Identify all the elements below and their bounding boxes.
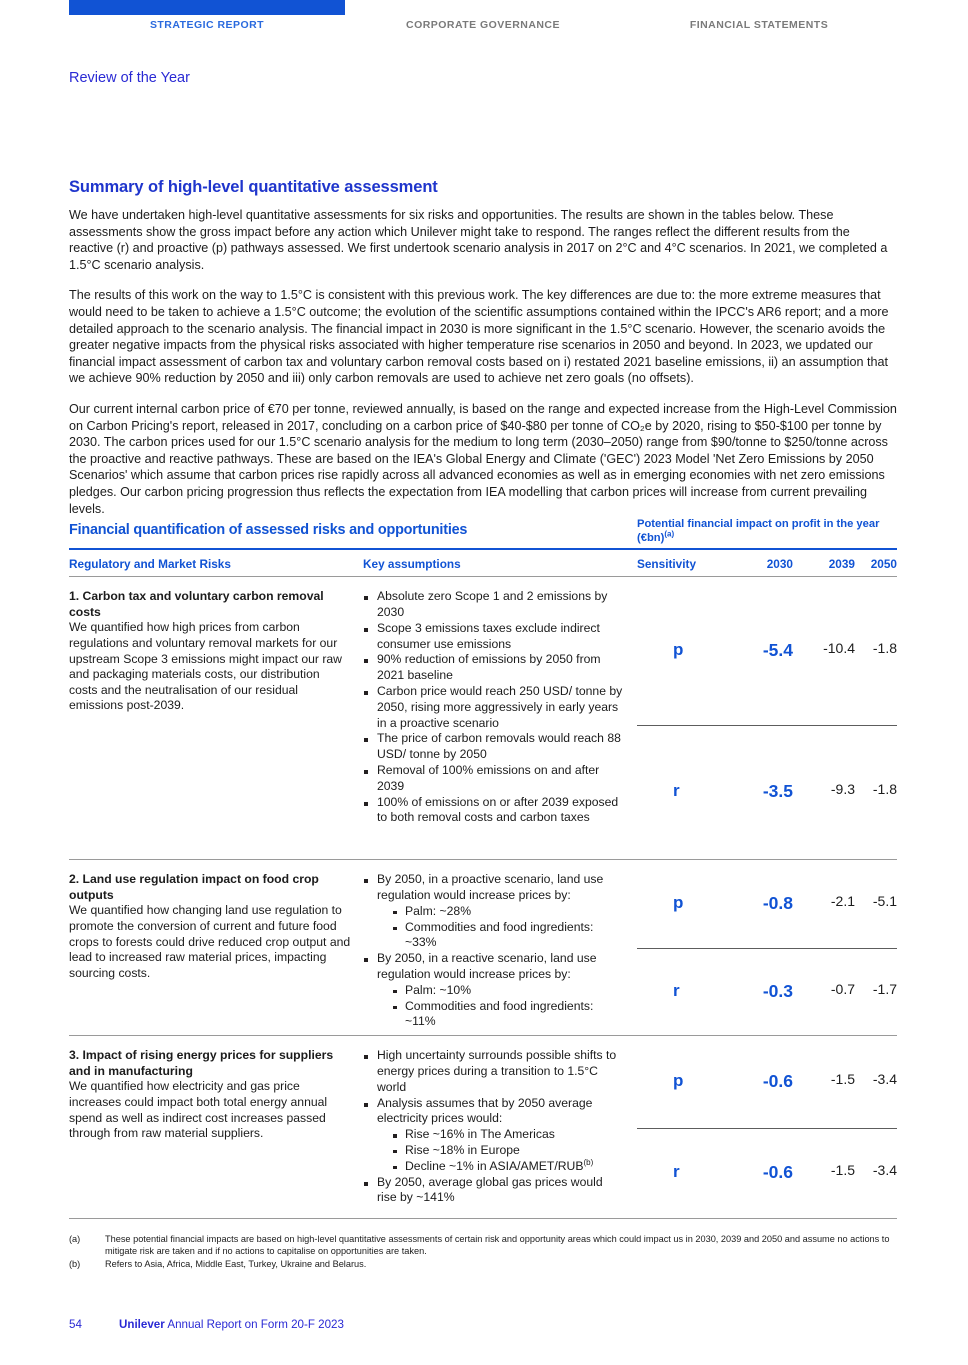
assumption-subitem: Palm: ~10% <box>391 983 625 999</box>
table-title: Financial quantification of assessed risks and opportunities <box>69 522 468 538</box>
risk-title: 3. Impact of rising energy prices for suppliers and in manufacturing <box>69 1048 334 1078</box>
impact-2050: -1.8 <box>872 640 897 657</box>
impact-2030: -0.3 <box>762 980 793 1001</box>
impact-2030: -5.4 <box>762 640 793 661</box>
impact-2039: -9.3 <box>830 781 855 798</box>
impact-2050: -5.1 <box>872 893 897 910</box>
impact-2039: -1.5 <box>830 1162 855 1179</box>
key-assumptions-cell <box>363 589 625 826</box>
sensitivity-pathway: r <box>673 781 680 801</box>
risk-description-cell <box>69 1048 351 1142</box>
footnote-ref-a: (a) <box>664 528 675 538</box>
document-title: Annual Report on Form 20-F 2023 <box>164 1318 344 1331</box>
assumption-item <box>363 1096 625 1175</box>
impact-2039: -10.4 <box>823 640 855 657</box>
impact-2039: -1.5 <box>830 1071 855 1088</box>
sensitivity-divider <box>637 948 897 949</box>
assumption-text: High uncertainty surrounds possible shifts to energy prices during a transition to 1.5°C world <box>377 1048 617 1094</box>
sensitivity-divider <box>637 725 897 726</box>
risk-description-cell <box>69 872 351 981</box>
assumption-text: 90% reduction of emissions by 2050 from 2021 baseline <box>377 652 601 683</box>
nav-tab-financial-statements[interactable] <box>621 0 897 31</box>
impact-column-group-header <box>637 518 897 545</box>
intro-paragraph-3: Our current internal carbon price of €70 per tonne, reviewed annually, is based on the range and expected increase from the High-Level Commission on Carbon Pricing's report, released in 2017, concluding on a carbon price of $40-$80 per tonne of CO₂e by 2020, rising to $50-$100 per tonne by 2030. The carbon prices used for our 1.5°C scenario analysis for the medium to long term (2030–2050) range from $90/tonne to $250/tonne across the proactive and reactive pathways. These are based on the IEA's Global Energy and Climate ('GEC') 2023 Model 'Net Zero Emissions by 2050 Scenarios' which assume that carbon prices rise rapidly across all advanced economies as well as in emerging economies with net zero emissions pledges. Our carbon pricing progression thus reflects the expectation from IEA modelling that carbon prices will increase from current prevailing levels. <box>69 401 897 516</box>
col-header-2050: 2050 <box>870 557 897 572</box>
intro-paragraph-2: The results of this work on the way to 1.5°C is consistent with this previous work. The key differences are due to: the more extreme measures that would need to be taken to achieve a 1.5°C outcome; the evolution of the scientific assumptions contained within the IPCC's AR6 report; and a more detailed approach to the scenario analysis. The financial impact in 2030 is more significant in the 1.5°C scenario. However, the scenario avoids the greater negative impacts from the physical risks associated with higher temperature rise scenarios in 2050 and beyond. In 2023, we updated our financial impact assessment of carbon tax and voluntary carbon removal costs based on i) restated 2021 baseline emissions, ii) an assumption that we achieve 90% reduction by 2050 and iii) only carbon removals are used to achieve net zero goals (no offsets). <box>69 288 889 386</box>
sensitivity-pathway: r <box>673 1162 680 1182</box>
impact-2030: -0.6 <box>762 1071 793 1092</box>
impact-2050: -1.8 <box>872 781 897 798</box>
risk-title: 2. Land use regulation impact on food crop outputs <box>69 872 319 902</box>
sensitivity-subrow <box>637 860 897 948</box>
assumption-text: By 2050, average global gas prices would rise by ~141% <box>377 1174 603 1205</box>
assumption-item <box>363 621 625 653</box>
sensitivity-pathway: p <box>673 640 684 660</box>
col-header-2039: 2039 <box>828 557 855 572</box>
assumption-subtext: Decline ~1% in ASIA/AMET/RUB <box>405 1158 584 1173</box>
nav-tab-strategic-report[interactable] <box>69 0 345 31</box>
assumption-item <box>363 951 625 1030</box>
assumption-subitem: Rise ~16% in The Americas <box>391 1127 625 1143</box>
sensitivity-pathway: p <box>673 1071 684 1091</box>
assumption-text: The price of carbon removals would reach 88 USD/ tonne by 2050 <box>377 731 621 762</box>
assumption-text: Absolute zero Scope 1 and 2 emissions by 2030 <box>377 589 608 619</box>
assumption-item <box>363 872 625 951</box>
row-divider <box>69 1218 897 1219</box>
assumption-text: By 2050, in a reactive scenario, land use regulation would increase prices by: <box>377 951 597 981</box>
running-head: Review of the Year <box>69 70 190 86</box>
nav-tab-label: CORPORATE GOVERNANCE <box>406 19 560 31</box>
assumption-subitem: Commodities and food ingredients: ~11% <box>391 999 625 1031</box>
impact-2039: -0.7 <box>830 980 855 997</box>
table-row <box>69 1036 897 1218</box>
risk-description-cell <box>69 589 351 714</box>
inactive-tab-indicator <box>345 0 621 15</box>
assumption-text: Analysis assumes that by 2050 average electricity prices would: <box>377 1095 593 1126</box>
impact-2050: -1.7 <box>872 980 897 997</box>
intro-paragraph-1: We have undertaken high-level quantitative assessments for six risks and opportunities. The results are shown in the tables below. These assessments show the gross impact before any action which Unilever might take to respond. The ranges reflect the different results from the reactive (r) and proactive (p) pathways assessed. We first undertook scenario analysis in 2017 on 2°C and 4°C scenarios. In 2021, we completed a 1.5°C scenario analysis. <box>69 208 888 272</box>
risk-body: We quantified how changing land use regulation to promote the conversion of current and future food crops to forests could drive reduced crop output and lead to increased raw material prices, impacting sourcing costs. <box>69 903 351 980</box>
assumption-text: Carbon price would reach 250 USD/ tonne by 2050, rising more aggressively in early years in a proactive scenario <box>377 683 623 730</box>
assumption-item <box>363 684 625 731</box>
risk-body: We quantified how electricity and gas price increases could impact both total energy annual spend as well as indirect cost increases passed through from raw material suppliers. <box>69 1079 328 1141</box>
footnote-marker: (b) <box>69 1258 81 1269</box>
page-footer <box>69 1318 344 1331</box>
footnote-ref-b: (b) <box>583 1157 594 1167</box>
table-row <box>69 577 897 859</box>
assumption-subitem <box>391 1159 625 1175</box>
risk-title: 1. Carbon tax and voluntary carbon removal costs <box>69 589 324 619</box>
table-column-headers <box>69 550 897 576</box>
sensitivity-pathway: r <box>673 980 680 1000</box>
footnote-text: Refers to Asia, Africa, Middle East, Turkey, Ukraine and Belarus. <box>105 1258 367 1269</box>
impact-2030: -0.6 <box>762 1162 793 1183</box>
impact-2050: -3.4 <box>872 1162 897 1179</box>
table-header-top <box>69 518 897 548</box>
main-content <box>69 178 897 517</box>
assumption-text: Scope 3 emissions taxes exclude indirect consumer use emissions <box>377 620 600 651</box>
sensitivity-subrow <box>637 1128 897 1218</box>
assumption-item <box>363 1175 625 1207</box>
key-assumptions-cell <box>363 872 625 1030</box>
sensitivity-subrow <box>637 725 897 859</box>
footnote-marker: (a) <box>69 1234 81 1244</box>
assumption-item <box>363 731 625 763</box>
sensitivity-subrow <box>637 948 897 1035</box>
sensitivity-divider <box>637 1128 897 1129</box>
nav-tab-corporate-governance[interactable] <box>345 0 621 31</box>
assumption-item <box>363 652 625 684</box>
page-number: 54 <box>69 1318 82 1331</box>
risk-body: We quantified how high prices from carbon regulations and voluntary removal markets for our upstream Scope 3 emissions might impact our raw and packaging materials costs, our distribution costs and the neutralisation of our residual emissions post-2039. <box>69 620 342 713</box>
col-header-assumptions: Key assumptions <box>363 557 461 572</box>
col-header-sensitivity: Sensitivity <box>637 557 697 572</box>
impact-header-text: Potential financial impact on profit in the year (€bn) <box>637 518 880 544</box>
col-header-risks: Regulatory and Market Risks <box>69 557 231 572</box>
assumption-subitem: Commodities and food ingredients: ~33% <box>391 920 625 952</box>
sensitivity-pathway: p <box>673 893 684 913</box>
assumption-item <box>363 1048 625 1095</box>
page-title: Summary of high-level quantitative assessment <box>69 178 438 196</box>
brand-name: Unilever <box>119 1318 165 1331</box>
assumption-text: By 2050, in a proactive scenario, land use regulation would increase prices by: <box>377 872 604 902</box>
sensitivity-subrow <box>637 1036 897 1128</box>
assumption-subitem: Palm: ~28% <box>391 904 625 920</box>
nav-tab-label: STRATEGIC REPORT <box>149 19 265 31</box>
impact-2030: -0.8 <box>762 893 793 914</box>
assumption-text: Removal of 100% emissions on and after 2039 <box>377 762 600 793</box>
sensitivity-subrow <box>637 577 897 725</box>
impact-2030: -3.5 <box>762 781 793 802</box>
footnotes <box>69 1234 909 1271</box>
nav-tab-label: FINANCIAL STATEMENTS <box>689 19 829 31</box>
impact-2039: -2.1 <box>830 893 855 910</box>
assumption-item <box>363 795 625 827</box>
assumption-item <box>363 763 625 795</box>
key-assumptions-cell <box>363 1048 625 1206</box>
section-nav <box>0 0 968 34</box>
table-body <box>69 577 897 1219</box>
assumption-subitem: Rise ~18% in Europe <box>391 1143 625 1159</box>
footnote-a <box>69 1234 909 1258</box>
footnote-text: These potential financial impacts are based on high-level quantitative assessments of certain risk and opportunity areas which could impact us in 2030, 2039 and 2050 and assume no actions to mitigate risk are taken and if no actions to capitalise on opportunities are taken. <box>105 1234 890 1256</box>
table-row <box>69 860 897 1035</box>
footnote-b <box>69 1259 909 1271</box>
financial-quantification-table <box>69 518 897 1219</box>
active-tab-indicator <box>69 0 345 15</box>
assumption-text: 100% of emissions on or after 2039 exposed to both removal costs and carbon taxes <box>377 794 619 825</box>
inactive-tab-indicator <box>621 0 897 15</box>
impact-2050: -3.4 <box>872 1071 897 1088</box>
col-header-2030: 2030 <box>766 557 793 572</box>
assumption-item <box>363 589 625 621</box>
